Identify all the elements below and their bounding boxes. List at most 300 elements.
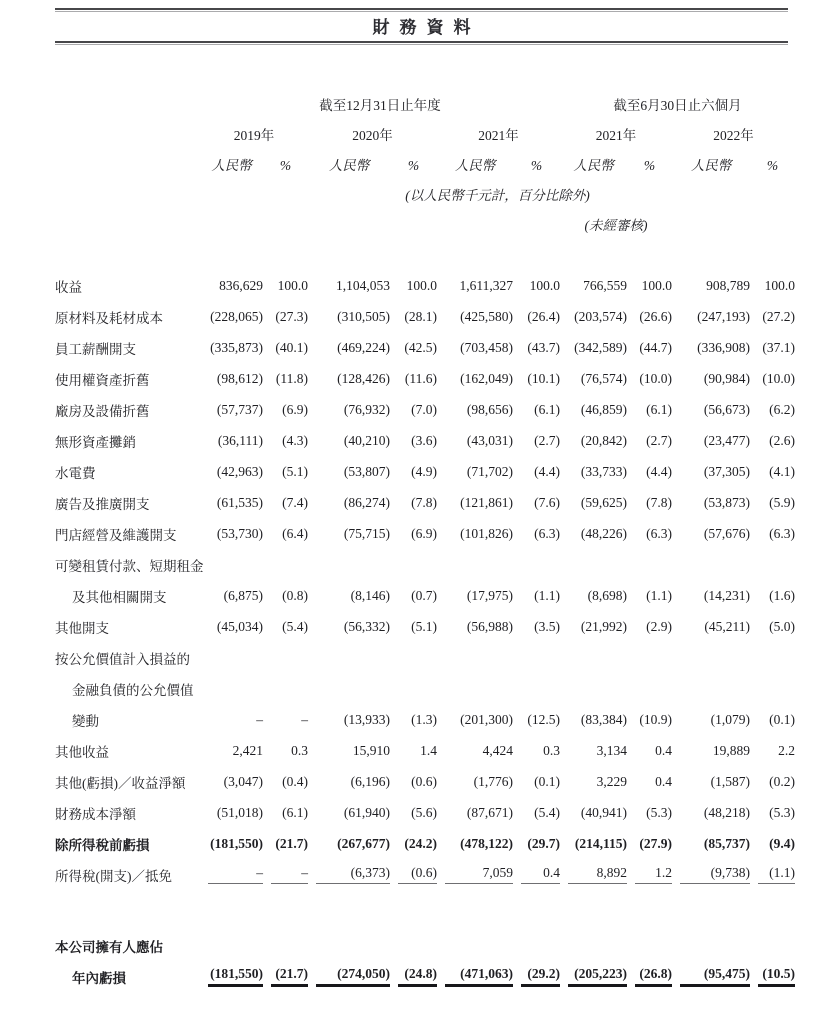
cell-value: (59,625) bbox=[580, 494, 627, 510]
header-currency-label: 人民幣 bbox=[211, 158, 252, 173]
cell-value: (76,932) bbox=[343, 401, 390, 417]
cell-value: (26.6) bbox=[639, 308, 672, 324]
subtotal-rule bbox=[758, 883, 795, 884]
cell-value: (43,031) bbox=[466, 432, 513, 448]
cell-value: (51,018) bbox=[216, 804, 263, 820]
cell-value bbox=[200, 549, 263, 580]
cell-value: (56,988) bbox=[466, 618, 513, 634]
cell-value: (26.4) bbox=[527, 308, 560, 324]
cell-value: (26.8) bbox=[627, 961, 672, 992]
cell-value: (71,702) bbox=[466, 463, 513, 479]
cell-value bbox=[390, 549, 437, 580]
cell-value: 4,424 bbox=[482, 742, 513, 758]
title-top-rule bbox=[55, 8, 788, 12]
cell-value: (57,676) bbox=[703, 525, 750, 541]
cell-value: 2.2 bbox=[778, 742, 795, 758]
cell-value: (181,550) bbox=[200, 961, 263, 992]
cell-value bbox=[263, 673, 308, 704]
subtotal-rule bbox=[521, 883, 560, 884]
cell-value: (5.3) bbox=[646, 804, 672, 820]
cell-value: 3,229 bbox=[596, 773, 627, 789]
cell-value: (75,715) bbox=[343, 525, 390, 541]
row-label: 其他收益 bbox=[55, 744, 109, 760]
header-year-2019: 2019年 bbox=[233, 128, 275, 143]
cell-value: (1,587) bbox=[710, 773, 750, 789]
cell-value: (3.6) bbox=[411, 432, 437, 448]
table-row bbox=[55, 930, 795, 961]
cell-value: (14,231) bbox=[703, 587, 750, 603]
cell-value: 1.4 bbox=[420, 742, 437, 758]
cell-value: (2.6) bbox=[769, 432, 795, 448]
double-total-rule bbox=[398, 984, 437, 987]
cell-value bbox=[750, 930, 795, 961]
cell-value: 836,629 bbox=[219, 277, 263, 293]
spacer-row bbox=[55, 890, 795, 930]
cell-value: (5.1) bbox=[282, 463, 308, 479]
cell-value: (76,574) bbox=[580, 370, 627, 386]
cell-value: (24.8) bbox=[390, 961, 437, 992]
cell-value: (46,859) bbox=[580, 401, 627, 417]
cell-value: (10.9) bbox=[639, 711, 672, 727]
cell-value: (33,733) bbox=[580, 463, 627, 479]
cell-value: (57,737) bbox=[216, 401, 263, 417]
row-label: 變動 bbox=[72, 713, 99, 729]
cell-value: (6,196) bbox=[350, 773, 390, 789]
double-total-rule bbox=[635, 984, 672, 987]
cell-value: (83,384) bbox=[580, 711, 627, 727]
cell-value bbox=[627, 673, 672, 704]
cell-value: (6.9) bbox=[282, 401, 308, 417]
row-label: 廠房及設備折舊 bbox=[55, 403, 150, 419]
table-row bbox=[55, 456, 795, 487]
header-percent-label: % bbox=[530, 158, 543, 173]
row-label: 使用權資產折舊 bbox=[55, 372, 150, 388]
cell-value: (85,737) bbox=[703, 835, 750, 851]
cell-value: (0.6) bbox=[390, 859, 437, 890]
cell-value: (336,908) bbox=[697, 339, 750, 355]
cell-value: (478,122) bbox=[460, 835, 513, 851]
title-bottom-rule bbox=[55, 41, 788, 45]
row-label: 年內虧損 bbox=[72, 970, 126, 986]
cell-value: (5.3) bbox=[769, 804, 795, 820]
header-percent-label: % bbox=[407, 158, 420, 173]
row-label: 員工薪酬開支 bbox=[55, 341, 136, 357]
cell-value: (40.1) bbox=[275, 339, 308, 355]
cell-value: (2.7) bbox=[646, 432, 672, 448]
table-row bbox=[55, 642, 795, 673]
row-label: 水電費 bbox=[55, 465, 96, 481]
cell-value bbox=[308, 642, 390, 673]
header-percent-label: % bbox=[279, 158, 292, 173]
cell-value: (5.6) bbox=[411, 804, 437, 820]
header-unaudited-row bbox=[55, 204, 795, 234]
table-row bbox=[55, 961, 795, 992]
header-currency-label: 人民幣 bbox=[690, 158, 732, 173]
row-label: 廣告及推廣開支 bbox=[55, 496, 150, 512]
cell-value: (42,963) bbox=[216, 463, 263, 479]
cell-value: (703,458) bbox=[460, 339, 513, 355]
cell-value: (5.4) bbox=[534, 804, 560, 820]
cell-value: (53,807) bbox=[343, 463, 390, 479]
cell-value bbox=[390, 930, 437, 961]
cell-value: (21,992) bbox=[580, 618, 627, 634]
cell-value: (471,063) bbox=[437, 961, 513, 992]
cell-value: (1.1) bbox=[534, 587, 560, 603]
cell-value: (44.7) bbox=[639, 339, 672, 355]
cell-value: (6,373) bbox=[308, 859, 390, 890]
table-row bbox=[55, 766, 795, 797]
row-label: 原材料及耗材成本 bbox=[55, 310, 163, 326]
double-total-rule bbox=[208, 984, 263, 987]
cell-value: 0.3 bbox=[543, 742, 560, 758]
financial-table bbox=[55, 88, 795, 992]
header-empty-cell bbox=[55, 114, 200, 144]
cell-value: (7.8) bbox=[646, 494, 672, 510]
header-note-row bbox=[55, 174, 795, 204]
cell-value: (36,111) bbox=[217, 432, 263, 448]
header-empty-cell bbox=[672, 204, 795, 234]
cell-value: 0.4 bbox=[655, 742, 672, 758]
cell-value: (37.1) bbox=[762, 339, 795, 355]
cell-value: (6,875) bbox=[223, 587, 263, 603]
table-row bbox=[55, 735, 795, 766]
cell-value: (335,873) bbox=[210, 339, 263, 355]
table-row bbox=[55, 425, 795, 456]
cell-value: (7.0) bbox=[411, 401, 437, 417]
cell-value: (247,193) bbox=[697, 308, 750, 324]
cell-value bbox=[513, 930, 560, 961]
cell-value: (11.6) bbox=[404, 370, 437, 386]
cell-value: 100.0 bbox=[764, 277, 795, 293]
cell-value: (27.3) bbox=[275, 308, 308, 324]
cell-value: (61,940) bbox=[343, 804, 390, 820]
cell-value: (9,738) bbox=[672, 859, 750, 890]
header-currency-label: 人民幣 bbox=[328, 158, 370, 173]
header-percent-label: % bbox=[643, 158, 656, 173]
cell-value bbox=[200, 673, 263, 704]
cell-value bbox=[263, 642, 308, 673]
cell-value: (4.1) bbox=[769, 463, 795, 479]
row-label: 除所得稅前虧損 bbox=[55, 837, 150, 853]
cell-value: (56,673) bbox=[703, 401, 750, 417]
cell-value: 19,889 bbox=[712, 742, 750, 758]
cell-value: (5.9) bbox=[769, 494, 795, 510]
cell-value: (267,677) bbox=[337, 835, 390, 851]
cell-value bbox=[390, 642, 437, 673]
header-percent-label: % bbox=[766, 158, 779, 173]
cell-value bbox=[560, 642, 627, 673]
cell-value: (43.7) bbox=[527, 339, 560, 355]
table-row bbox=[55, 859, 795, 890]
header-gap-row bbox=[55, 234, 795, 270]
double-total-rule bbox=[271, 984, 308, 987]
cell-value: (6.4) bbox=[282, 525, 308, 541]
cell-value bbox=[200, 930, 263, 961]
cell-value: (6.3) bbox=[534, 525, 560, 541]
cell-value: (13,933) bbox=[343, 711, 390, 727]
cell-value: (23,477) bbox=[703, 432, 750, 448]
cell-value: (469,224) bbox=[337, 339, 390, 355]
cell-value: (0.2) bbox=[769, 773, 795, 789]
cell-value: 100.0 bbox=[529, 277, 560, 293]
cell-value: (48,226) bbox=[580, 525, 627, 541]
cell-value: (40,210) bbox=[343, 432, 390, 448]
cell-value bbox=[513, 642, 560, 673]
cell-value: (4.9) bbox=[411, 463, 437, 479]
row-label: 所得稅(開支)／抵免 bbox=[55, 868, 172, 884]
cell-value: (98,612) bbox=[216, 370, 263, 386]
cell-value: (214,115) bbox=[574, 835, 627, 851]
table-row bbox=[55, 270, 795, 301]
cell-value: (0.1) bbox=[769, 711, 795, 727]
cell-value: (4.4) bbox=[646, 463, 672, 479]
cell-value: 3,134 bbox=[596, 742, 627, 758]
row-label: 無形資產攤銷 bbox=[55, 434, 136, 450]
unit-note: (以人民幣千元計，百分比除外) bbox=[405, 188, 590, 203]
cell-value bbox=[308, 673, 390, 704]
double-total-rule bbox=[521, 984, 560, 987]
cell-value: (27.9) bbox=[639, 835, 672, 851]
cell-value: (6.3) bbox=[769, 525, 795, 541]
double-total-rule bbox=[445, 984, 513, 987]
row-label: 本公司擁有人應佔 bbox=[55, 939, 163, 955]
row-label: 其他開支 bbox=[55, 620, 109, 636]
cell-value bbox=[672, 642, 750, 673]
cell-value: (37,305) bbox=[703, 463, 750, 479]
subtotal-rule bbox=[445, 883, 513, 884]
table-row bbox=[55, 394, 795, 425]
cell-value bbox=[560, 673, 627, 704]
cell-value: (42.5) bbox=[404, 339, 437, 355]
cell-value: (98,656) bbox=[466, 401, 513, 417]
cell-value: (201,300) bbox=[460, 711, 513, 727]
header-empty-cell bbox=[55, 174, 200, 204]
cell-value: (53,730) bbox=[216, 525, 263, 541]
cell-value: (128,426) bbox=[337, 370, 390, 386]
row-label: 及其他相關開支 bbox=[72, 589, 167, 605]
header-currency-label: 人民幣 bbox=[573, 158, 614, 173]
table-row bbox=[55, 518, 795, 549]
subtotal-rule bbox=[316, 883, 390, 884]
cell-value bbox=[390, 673, 437, 704]
cell-value: (4.4) bbox=[534, 463, 560, 479]
cell-value: – bbox=[263, 859, 308, 890]
cell-value: 2,421 bbox=[232, 742, 263, 758]
table-row bbox=[55, 301, 795, 332]
table-body bbox=[55, 270, 795, 992]
cell-value: 908,789 bbox=[706, 277, 750, 293]
cell-value: (121,861) bbox=[460, 494, 513, 510]
cell-value: (3,047) bbox=[223, 773, 263, 789]
table-row bbox=[55, 828, 795, 859]
cell-value bbox=[437, 642, 513, 673]
cell-value: (310,505) bbox=[337, 308, 390, 324]
cell-value: (228,065) bbox=[210, 308, 263, 324]
cell-value bbox=[750, 673, 795, 704]
cell-value: (181,550) bbox=[210, 835, 263, 851]
cell-value: (6.2) bbox=[769, 401, 795, 417]
table-row bbox=[55, 332, 795, 363]
cell-value: (7.8) bbox=[411, 494, 437, 510]
header-unit-row bbox=[55, 144, 795, 174]
cell-value: (203,574) bbox=[574, 308, 627, 324]
cell-value: 8,892 bbox=[560, 859, 627, 890]
cell-value: (2.9) bbox=[646, 618, 672, 634]
cell-value: (48,218) bbox=[703, 804, 750, 820]
cell-value: (1.1) bbox=[646, 587, 672, 603]
cell-value: (10.5) bbox=[750, 961, 795, 992]
cell-value: (6.3) bbox=[646, 525, 672, 541]
cell-value: (10.1) bbox=[527, 370, 560, 386]
cell-value: (10.0) bbox=[762, 370, 795, 386]
cell-value bbox=[560, 930, 627, 961]
table-row bbox=[55, 580, 795, 611]
cell-value: 15,910 bbox=[352, 742, 390, 758]
cell-value bbox=[672, 930, 750, 961]
cell-value bbox=[263, 549, 308, 580]
cell-value: – bbox=[256, 711, 263, 727]
cell-value bbox=[672, 673, 750, 704]
cell-value: (9.4) bbox=[769, 835, 795, 851]
cell-value: 0.4 bbox=[513, 859, 560, 890]
double-total-rule bbox=[680, 984, 750, 987]
cell-value bbox=[750, 642, 795, 673]
cell-value: (0.6) bbox=[411, 773, 437, 789]
cell-value: (425,580) bbox=[460, 308, 513, 324]
cell-value: (205,223) bbox=[560, 961, 627, 992]
cell-value: (0.8) bbox=[282, 587, 308, 603]
cell-value: (29.2) bbox=[513, 961, 560, 992]
cell-value: (20,842) bbox=[580, 432, 627, 448]
cell-value: (1.3) bbox=[411, 711, 437, 727]
cell-value: (6.1) bbox=[534, 401, 560, 417]
cell-value: (95,475) bbox=[672, 961, 750, 992]
cell-value: 1,611,327 bbox=[459, 277, 513, 293]
cell-value: (2.7) bbox=[534, 432, 560, 448]
cell-value: (29.7) bbox=[527, 835, 560, 851]
table-row bbox=[55, 363, 795, 394]
row-label: 財務成本淨額 bbox=[55, 806, 136, 822]
header-year-row bbox=[55, 114, 795, 144]
subtotal-rule bbox=[398, 883, 437, 884]
cell-value: (12.5) bbox=[527, 711, 560, 727]
cell-value: (28.1) bbox=[404, 308, 437, 324]
cell-value: (1,776) bbox=[473, 773, 513, 789]
cell-value: 7,059 bbox=[437, 859, 513, 890]
cell-value: (7.6) bbox=[534, 494, 560, 510]
cell-value: (87,671) bbox=[466, 804, 513, 820]
header-empty-cell bbox=[55, 88, 200, 114]
table-row bbox=[55, 797, 795, 828]
header-group-interim: 截至6月30日止六個月 bbox=[613, 98, 742, 113]
cell-value: (5.4) bbox=[282, 618, 308, 634]
cell-value: (6.9) bbox=[411, 525, 437, 541]
cell-value bbox=[627, 930, 672, 961]
header-group-annual: 截至12月31日止年度 bbox=[319, 98, 441, 113]
cell-value: (101,826) bbox=[460, 525, 513, 541]
double-total-rule bbox=[568, 984, 627, 987]
cell-value: (10.0) bbox=[639, 370, 672, 386]
cell-value bbox=[263, 930, 308, 961]
header-empty-cell bbox=[55, 144, 200, 174]
cell-value bbox=[513, 549, 560, 580]
table-row bbox=[55, 487, 795, 518]
header-year-2021-interim: 2021年 bbox=[595, 128, 637, 143]
cell-value: (61,535) bbox=[216, 494, 263, 510]
cell-value: (0.4) bbox=[282, 773, 308, 789]
cell-value: (17,975) bbox=[466, 587, 513, 603]
cell-value: (40,941) bbox=[580, 804, 627, 820]
cell-value bbox=[513, 673, 560, 704]
cell-value: (45,211) bbox=[704, 618, 750, 634]
cell-value: 0.4 bbox=[655, 773, 672, 789]
header-empty-cell bbox=[55, 204, 560, 234]
row-label: 門店經營及維護開支 bbox=[55, 527, 177, 543]
cell-value bbox=[750, 549, 795, 580]
cell-value: 0.3 bbox=[291, 742, 308, 758]
table-row bbox=[55, 704, 795, 735]
row-label: 可變租賃付款、短期租金 bbox=[55, 558, 204, 574]
cell-value bbox=[437, 673, 513, 704]
cell-value: (8,146) bbox=[350, 587, 390, 603]
unaudited-note: (未經審核) bbox=[584, 218, 648, 233]
header-group-row bbox=[55, 88, 795, 114]
cell-value: (90,984) bbox=[703, 370, 750, 386]
subtotal-rule bbox=[208, 883, 263, 884]
cell-value: – bbox=[200, 859, 263, 890]
subtotal-rule bbox=[635, 883, 672, 884]
cell-value bbox=[437, 549, 513, 580]
cell-value: (6.1) bbox=[282, 804, 308, 820]
cell-value bbox=[627, 549, 672, 580]
cell-value bbox=[308, 549, 390, 580]
subtotal-rule bbox=[271, 883, 308, 884]
cell-value: (4.3) bbox=[282, 432, 308, 448]
cell-value: 766,559 bbox=[583, 277, 627, 293]
header-currency-label: 人民幣 bbox=[454, 158, 496, 173]
row-label: 金融負債的公允價值 bbox=[72, 682, 194, 698]
subtotal-rule bbox=[680, 883, 750, 884]
cell-value: (6.1) bbox=[646, 401, 672, 417]
cell-value: (5.0) bbox=[769, 618, 795, 634]
cell-value: (0.7) bbox=[411, 587, 437, 603]
row-label: 其他(虧損)／收益淨額 bbox=[55, 775, 186, 791]
cell-value: (53,873) bbox=[703, 494, 750, 510]
cell-value bbox=[437, 930, 513, 961]
cell-value: (1.6) bbox=[769, 587, 795, 603]
cell-value bbox=[672, 549, 750, 580]
cell-value bbox=[308, 930, 390, 961]
cell-value: 1.2 bbox=[627, 859, 672, 890]
cell-value bbox=[560, 549, 627, 580]
header-year-2020: 2020年 bbox=[352, 128, 393, 143]
cell-value: 100.0 bbox=[406, 277, 437, 293]
header-year-2022-interim: 2022年 bbox=[713, 128, 754, 143]
cell-value: 100.0 bbox=[277, 277, 308, 293]
table-row bbox=[55, 673, 795, 704]
row-label: 按公允價值計入損益的 bbox=[55, 651, 190, 667]
cell-value: (27.2) bbox=[762, 308, 795, 324]
cell-value bbox=[200, 642, 263, 673]
page-title: 財務資料 bbox=[372, 18, 481, 37]
cell-value: (11.8) bbox=[275, 370, 308, 386]
cell-value: (5.1) bbox=[411, 618, 437, 634]
table-row bbox=[55, 549, 795, 580]
cell-value: (86,274) bbox=[343, 494, 390, 510]
double-total-rule bbox=[316, 984, 390, 987]
subtotal-rule bbox=[568, 883, 627, 884]
cell-value: (8,698) bbox=[587, 587, 627, 603]
